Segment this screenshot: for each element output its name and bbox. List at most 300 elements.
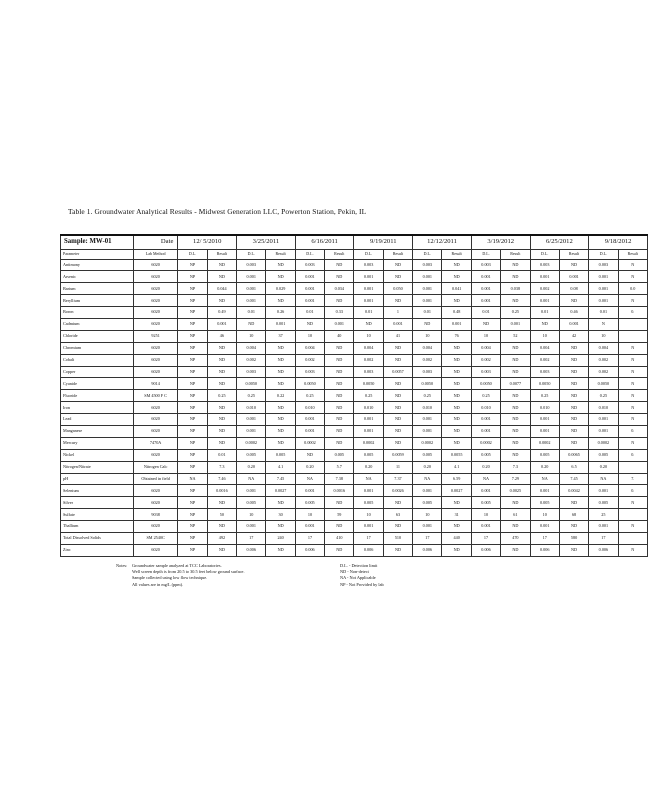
detection-limit-cell: 0.010 [471,402,500,414]
notes-lines [132,563,245,588]
detection-limit-cell: 0.001 [413,414,442,426]
detection-limit-cell: NP [178,521,207,533]
table-row [61,414,648,426]
detection-limit-cell: 0.006 [471,544,500,556]
result-cell: 0.25 [501,307,530,319]
detection-limit-cell: 0.0002 [530,437,559,449]
detection-limit-cell: NA [295,473,324,485]
result-cell: 7. [618,473,647,485]
result-cell: 4.1 [266,461,295,473]
lab-method: 9038 [133,509,178,521]
detection-limit-cell: NP [178,295,207,307]
detection-limit-cell: 0.001 [471,271,500,283]
result-cell [618,330,647,342]
result-cell: ND [325,544,354,556]
result-cell: 37 [266,330,295,342]
result-cell: 0.038 [501,283,530,295]
detection-limit-cell: 0.001 [237,283,266,295]
detection-limit-cell: 0.001 [530,521,559,533]
detection-limit-cell: NA [471,473,500,485]
result-cell [618,532,647,544]
result-cell: 0.49 [207,307,236,319]
parameter-name: Nitrogen/Nitrate [61,461,134,473]
result-cell: ND [325,425,354,437]
lab-method: 6020 [133,414,178,426]
header-columns-row [61,250,648,260]
detection-limit-cell: 0.001 [237,271,266,283]
result-cell: N [618,521,647,533]
result-cell: 30 [266,509,295,521]
detection-limit-cell: 0.005 [589,449,618,461]
detection-limit-cell: NP [178,366,207,378]
result-cell: ND [559,259,588,271]
detection-limit-cell: 0.003 [530,259,559,271]
result-cell: 0.08 [559,283,588,295]
detection-limit-cell: 0.003 [413,366,442,378]
result-cell: N [618,497,647,509]
detection-limit-cell: 0.001 [354,425,383,437]
result-cell: ND [325,271,354,283]
result-cell: ND [559,390,588,402]
result-cell: 0.0055 [442,449,471,461]
parameter-column-header: Parameter [61,250,134,260]
legend-item: NA - Not Applicable [340,575,376,581]
detection-limit-cell: 0.004 [413,342,442,354]
result-cell: 0.0059 [383,449,412,461]
result-cell: 0.034 [325,283,354,295]
result-cell: N [618,544,647,556]
detection-limit-column-header: D.L. [413,250,442,260]
result-cell: 0.001 [383,318,412,330]
note-line: All values are in mg/L (ppm). [132,581,184,587]
detection-limit-cell: 0.001 [413,271,442,283]
detection-limit-cell: 0.0002 [589,437,618,449]
note-line: Groundwater sample analyzed at TCC Laboratories. [132,563,222,568]
date-label-header: Date [133,235,178,250]
detection-limit-cell: 0.01 [589,307,618,319]
lab-method: 6020 [133,271,178,283]
detection-limit-cell: 0.0050 [471,378,500,390]
result-cell: ND [266,271,295,283]
table-title: Table 1. Groundwater Analytical Results - Midwest Generation LLC, Powerton Station, Pekin, IL [68,207,367,216]
detection-limit-cell: ND [295,318,324,330]
result-cell: N [618,414,647,426]
result-cell: ND [559,378,588,390]
result-cell: 46 [207,330,236,342]
detection-limit-cell: 0.0050 [413,378,442,390]
detection-limit-cell: 10 [237,509,266,521]
lab-method: 7470A [133,437,178,449]
table-row [61,497,648,509]
detection-limit-cell: 0.001 [471,295,500,307]
detection-limit-cell: 0.001 [237,521,266,533]
lab-method: 6020 [133,449,178,461]
parameter-name: Sulfate [61,509,134,521]
result-cell: ND [559,425,588,437]
result-cell: 7.38 [325,473,354,485]
table-row [61,544,648,556]
detection-limit-column-header: D.L. [237,250,266,260]
result-cell: ND [325,378,354,390]
parameter-name: Boron [61,307,134,319]
detection-limit-cell: 0.20 [354,461,383,473]
detection-limit-cell: 0.0002 [295,437,324,449]
detection-limit-cell: NP [178,425,207,437]
result-cell: 61 [501,509,530,521]
detection-limit-cell: 10 [354,509,383,521]
result-cell: 0.044 [207,283,236,295]
detection-limit-cell: 0.001 [471,521,500,533]
detection-limit-cell: 0.001 [295,425,324,437]
detection-limit-cell: 0.001 [413,295,442,307]
sample-date-header: 3/25/2011 [237,235,296,250]
detection-limit-cell: 17 [295,532,324,544]
detection-limit-cell: 0.20 [471,461,500,473]
result-cell: ND [559,437,588,449]
result-cell: ND [266,425,295,437]
detection-limit-cell: 0.01 [354,307,383,319]
parameter-name: Nickel [61,449,134,461]
detection-limit-cell: 17 [471,532,500,544]
detection-limit-cell: 0.004 [589,342,618,354]
note-line: Sample collected using low flow technique. [132,575,208,581]
result-cell: ND [501,449,530,461]
detection-limit-cell: NP [178,449,207,461]
table-row [61,390,648,402]
detection-limit-cell: 0.0002 [354,437,383,449]
result-cell: 0. [618,307,647,319]
detection-limit-cell: 0.001 [295,485,324,497]
result-cell: ND [266,295,295,307]
detection-limit-cell: NP [178,485,207,497]
result-cell: ND [501,390,530,402]
result-cell: 0.001 [325,318,354,330]
detection-limit-cell: 0.006 [530,544,559,556]
parameter-name: Chloride [61,330,134,342]
detection-limit-cell: 0.002 [237,354,266,366]
result-cell: 52 [501,330,530,342]
result-cell: ND [442,437,471,449]
detection-limit-cell: 0.25 [471,390,500,402]
result-cell: ND [325,366,354,378]
result-cell: ND [442,544,471,556]
result-cell: 7.3 [207,461,236,473]
result-column-header: Result [559,250,588,260]
result-cell: ND [442,425,471,437]
lab-method: 6020 [133,521,178,533]
sample-date-header: 6/16/2011 [295,235,354,250]
lab-method: 6020 [133,366,178,378]
parameter-name: Thallium [61,521,134,533]
detection-limit-cell: 0.001 [471,425,500,437]
result-cell: 0.001 [442,318,471,330]
detection-limit-cell: NP [178,390,207,402]
result-cell: ND [207,295,236,307]
result-cell: ND [207,342,236,354]
result-cell: 410 [325,532,354,544]
detection-limit-cell: 25 [589,509,618,521]
detection-limit-cell: ND [530,318,559,330]
result-cell: 0.25 [207,390,236,402]
detection-limit-cell: 0.002 [471,354,500,366]
detection-limit-cell: NA [413,473,442,485]
result-cell: 76 [442,330,471,342]
result-cell: ND [383,271,412,283]
result-cell: ND [325,354,354,366]
detection-limit-cell: 0.002 [295,354,324,366]
result-cell: ND [559,366,588,378]
result-cell: ND [325,295,354,307]
table-row [61,449,648,461]
detection-limit-cell: 0.005 [354,497,383,509]
detection-limit-cell: 0.001 [413,425,442,437]
detection-limit-cell: 0.001 [295,283,324,295]
result-cell: ND [559,544,588,556]
detection-limit-cell: 0.004 [354,342,383,354]
result-cell: ND [266,342,295,354]
parameter-name: Iron [61,402,134,414]
result-cell: ND [442,342,471,354]
parameter-name: Beryllium [61,295,134,307]
result-cell: ND [501,295,530,307]
detection-limit-column-header: D.L. [530,250,559,260]
detection-limit-cell: 0.0050 [530,378,559,390]
detection-limit-cell: 10 [471,330,500,342]
result-cell: 0. [618,425,647,437]
result-cell: ND [383,521,412,533]
result-cell: ND [266,354,295,366]
detection-limit-cell: 0.001 [295,295,324,307]
result-cell: 7.29 [501,473,530,485]
detection-limit-cell: NA [354,473,383,485]
detection-limit-cell: NP [178,402,207,414]
result-cell: ND [442,295,471,307]
table-row [61,402,648,414]
result-cell: ND [442,390,471,402]
detection-limit-cell: 0.005 [413,497,442,509]
detection-limit-cell: 0.010 [413,402,442,414]
result-cell: ND [383,544,412,556]
result-cell: ND [559,295,588,307]
detection-limit-cell: 0.20 [295,461,324,473]
result-cell: ND [207,414,236,426]
lab-method: 6020 [133,485,178,497]
sample-date-header: 3/19/2012 [471,235,530,250]
result-cell: ND [559,354,588,366]
detection-limit-cell: ND [295,449,324,461]
result-cell: ND [559,521,588,533]
parameter-name: Lead [61,414,134,426]
detection-limit-cell: 10 [413,509,442,521]
table-row [61,283,648,295]
result-cell: 0.0042 [559,485,588,497]
result-column-header: Result [325,250,354,260]
result-cell: 1 [383,307,412,319]
lab-method: 6020 [133,402,178,414]
detection-limit-cell: NP [178,283,207,295]
detection-limit-cell: 0.25 [413,390,442,402]
detection-limit-cell: 0.001 [237,485,266,497]
table-row [61,425,648,437]
detection-limit-cell: 17 [589,532,618,544]
sample-date-header: 9/19/2011 [354,235,413,250]
detection-limit-cell: 0.003 [237,366,266,378]
detection-limit-cell: 0.002 [354,354,383,366]
detection-limit-cell: 0.001 [530,414,559,426]
detection-limit-cell: 0.005 [295,497,324,509]
lab-method: 6020 [133,497,178,509]
detection-limit-cell: 0.002 [589,366,618,378]
lab-method: 6020 [133,318,178,330]
lab-method: SM 4500 F C [133,390,178,402]
lab-method: 6020 [133,544,178,556]
detection-limit-cell: 0.001 [354,271,383,283]
detection-limit-cell: 0.001 [589,271,618,283]
detection-limit-column-header: D.L. [295,250,324,260]
detection-limit-cell: 0.25 [354,390,383,402]
result-column-header: Result [618,250,647,260]
detection-limit-cell: 0.0050 [237,378,266,390]
result-cell: ND [383,295,412,307]
detection-limit-cell: 0.001 [471,485,500,497]
detection-limit-cell: 0.0050 [295,378,324,390]
detection-limit-cell: 0.20 [530,461,559,473]
detection-limit-cell: 0.01 [295,307,324,319]
result-cell: 6.59 [442,473,471,485]
result-cell: ND [383,402,412,414]
result-cell: ND [207,378,236,390]
lab-method: 6020 [133,259,178,271]
result-cell: 470 [501,532,530,544]
result-cell: 0.001 [207,318,236,330]
detection-limit-cell: 0.20 [237,461,266,473]
detection-limit-cell: NP [178,532,207,544]
result-cell: ND [442,402,471,414]
detection-limit-cell: 0.25 [237,390,266,402]
result-cell: ND [207,544,236,556]
result-cell: 7.45 [266,473,295,485]
parameter-name: pH [61,473,134,485]
result-cell: ND [207,366,236,378]
detection-limit-cell: 0.005 [237,497,266,509]
result-cell: ND [325,390,354,402]
notes-label: Notes: [116,563,128,568]
detection-limit-cell: 0.001 [530,295,559,307]
detection-limit-cell: 0.003 [471,366,500,378]
result-cell: ND [325,521,354,533]
detection-limit-cell: 0.002 [530,354,559,366]
result-cell: ND [325,402,354,414]
detection-limit-cell: NP [178,259,207,271]
detection-limit-cell: 0.006 [354,544,383,556]
detection-limit-cell: 0.0002 [413,437,442,449]
result-cell: ND [383,378,412,390]
detection-limit-cell: NA [530,473,559,485]
detection-limit-cell: 0.001 [354,521,383,533]
result-cell: 0.050 [383,283,412,295]
detection-limit-cell: 0.006 [295,544,324,556]
detection-limit-cell: 0.006 [589,544,618,556]
result-cell: ND [442,366,471,378]
result-cell: ND [266,378,295,390]
detection-limit-cell: 0.25 [295,390,324,402]
result-cell: ND [442,414,471,426]
lab-method: 6020 [133,354,178,366]
parameter-name: Cadmium [61,318,134,330]
results-table [60,234,648,557]
detection-limit-cell: 0.004 [471,342,500,354]
detection-limit-cell: 17 [530,532,559,544]
table-row [61,485,648,497]
result-cell: ND [501,497,530,509]
detection-limit-column-header: D.L. [589,250,618,260]
result-cell: ND [325,497,354,509]
result-cell: ND [442,354,471,366]
detection-limit-cell: 0.003 [295,366,324,378]
result-cell: 0.001 [266,318,295,330]
detection-limit-cell: 10 [530,509,559,521]
table-row [61,271,648,283]
result-cell: 50 [207,509,236,521]
legend-item: D.L. - Detection limit [340,563,378,568]
detection-limit-cell: 0.001 [589,521,618,533]
result-cell: ND [442,521,471,533]
detection-limit-cell: N [589,318,618,330]
detection-limit-cell: 0.005 [589,497,618,509]
detection-limit-cell: 0.002 [413,354,442,366]
result-cell: ND [383,437,412,449]
detection-limit-cell: 0.002 [530,283,559,295]
result-cell: 7.46 [207,473,236,485]
result-cell: ND [559,497,588,509]
detection-limit-cell: 0.001 [471,283,500,295]
result-cell: ND [501,414,530,426]
detection-limit-cell: 0.003 [413,259,442,271]
detection-limit-cell: 0.001 [589,283,618,295]
detection-limit-cell: 0.001 [530,271,559,283]
detection-limit-cell: NP [178,342,207,354]
table-row [61,307,648,319]
result-cell: 0.0016 [325,485,354,497]
result-cell: 0.029 [266,283,295,295]
result-cell: N [618,271,647,283]
detection-limit-cell: 0.001 [413,485,442,497]
detection-limit-cell: NA [178,473,207,485]
detection-limit-cell: 0.001 [589,295,618,307]
legend-item: ND - Non-detect [340,569,369,575]
detection-limit-cell: 0.005 [354,449,383,461]
result-cell: ND [559,414,588,426]
result-cell: ND [559,342,588,354]
result-column-header: Result [383,250,412,260]
detection-limit-cell: 0.01 [471,307,500,319]
result-cell: ND [383,342,412,354]
table-row [61,354,648,366]
result-cell: 7.3 [501,461,530,473]
detection-limit-cell: 0.20 [589,461,618,473]
result-cell: ND [501,366,530,378]
parameter-name: Copper [61,366,134,378]
note-line: Well screen depth is from 20.5 to 30.5 feet below ground surface. [132,569,245,575]
result-cell: N [618,437,647,449]
detection-limit-cell: NP [178,307,207,319]
detection-limit-cell: 10 [295,509,324,521]
detection-limit-column-header: D.L. [354,250,383,260]
result-cell: ND [383,414,412,426]
result-cell: ND [442,271,471,283]
result-cell: ND [559,402,588,414]
detection-limit-cell: 0.001 [589,425,618,437]
